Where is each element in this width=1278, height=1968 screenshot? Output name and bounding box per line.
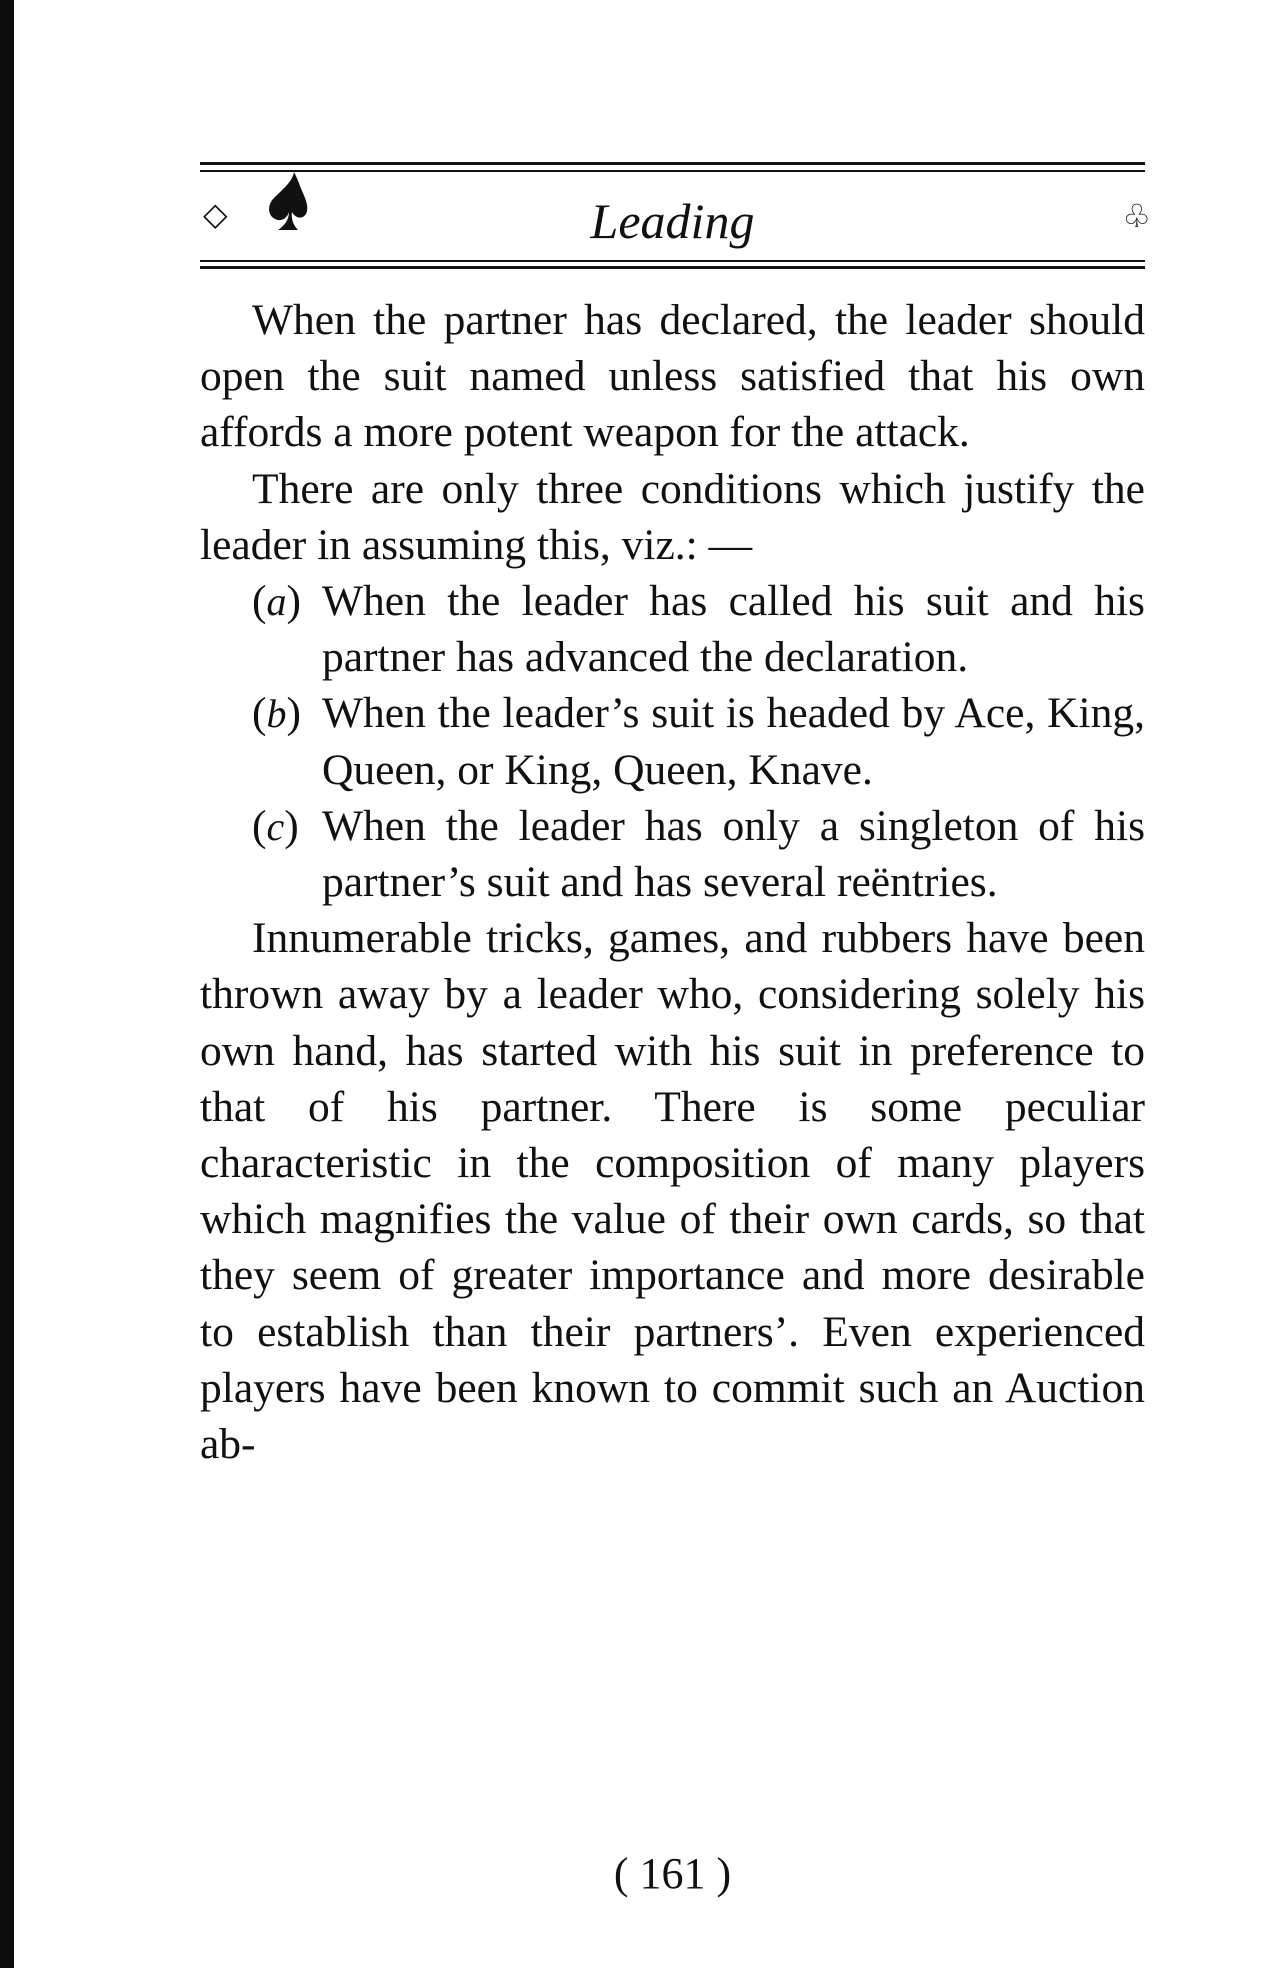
header-rule-top-thick — [200, 162, 1145, 165]
paragraph-partner-declared: When the partner has declared, the leader should open the suit named unless satisfied that his own affords a more potent weapon for the attack. — [200, 296, 1145, 457]
list-item — [200, 573, 1145, 685]
header-rule-bottom-thick — [200, 266, 1145, 269]
list-item-label: (c) — [252, 801, 299, 850]
book-spine-shadow — [0, 0, 14, 1968]
page-body — [200, 292, 1145, 1472]
header-rule-bottom-thin — [200, 260, 1145, 262]
header-rule-top-thin — [200, 170, 1145, 172]
running-header — [200, 182, 1151, 260]
paragraph-innumerable-tricks: Innumerable tricks, games, and rubbers have been thrown away by a leader who, considering solely his own hand, has started with his suit in preference to that of his partner. There is some peculiar characteristic in the composition of many players which magnifies the value of their own cards, so that they seem of greater importance and more desirable to establish than their partners’. Even experienced players have been known to commit such an Auction ab- — [200, 914, 1145, 1469]
conditions-list — [200, 573, 1145, 910]
list-item — [200, 685, 1145, 797]
page-number: ( 161 ) — [613, 1849, 732, 1898]
running-head-title: Leading — [590, 193, 755, 249]
paragraph-three-conditions: There are only three conditions which justify the leader in assuming this, viz.: — — [200, 464, 1145, 569]
club-suit-icon: ♧ — [1122, 198, 1151, 234]
list-item-text: When the leader’s suit is headed by Ace, King, Queen, or King, Queen, Knave. — [322, 689, 1145, 794]
list-item-label: (a) — [252, 577, 301, 626]
list-item-text: When the leader has called his suit and his partner has advanced the declaration. — [322, 577, 1145, 682]
diamond-suit-icon: ◇ — [203, 196, 228, 232]
list-item-label: (b) — [252, 689, 301, 738]
list-item-text: When the leader has only a singleton of his partner’s suit and has several reëntries. — [322, 801, 1145, 907]
list-item — [200, 798, 1145, 910]
